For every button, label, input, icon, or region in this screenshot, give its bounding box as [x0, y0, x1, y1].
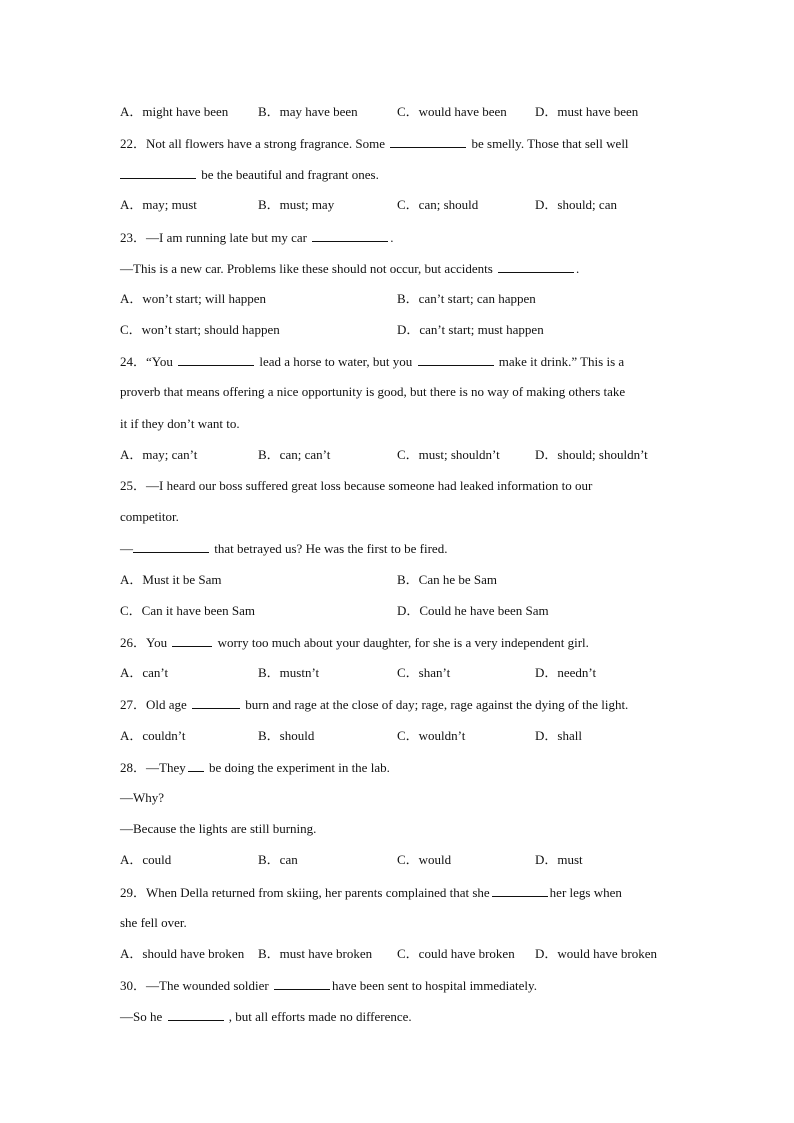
q24-option-c[interactable]: C．must; shouldn’t — [397, 447, 500, 462]
q29-text-b: her legs when — [549, 885, 622, 900]
q25-option-a[interactable]: A．Must it be Sam — [120, 572, 222, 587]
q24-option-b[interactable]: B．can; can’t — [258, 447, 331, 462]
q23-blank-1[interactable] — [312, 229, 388, 242]
q24-option-d[interactable]: D．should; shouldn’t — [535, 447, 648, 462]
q27-option-a[interactable]: A．couldn’t — [120, 728, 186, 743]
q23-text-d: . — [576, 261, 580, 276]
q24-option-a[interactable]: A．may; can’t — [120, 447, 198, 462]
q25-option-d[interactable]: D．Could he have been Sam — [397, 603, 549, 618]
q25-option-c[interactable]: C．Can it have been Sam — [120, 603, 256, 618]
q29-blank-1[interactable] — [492, 884, 548, 897]
q30-stem-line1 — [120, 977, 537, 994]
q29-option-d[interactable]: D．would have broken — [535, 946, 658, 961]
q27-option-c[interactable]: C．wouldn’t — [397, 728, 466, 743]
q28-blank-1[interactable] — [188, 759, 204, 772]
q27-stem-line1 — [120, 696, 628, 713]
q23-text-a: 23．—I am running late but my car — [120, 230, 308, 245]
q22-option-d[interactable]: D．should; can — [535, 197, 617, 212]
q26-blank-1[interactable] — [172, 634, 212, 647]
q28-stem-line2: —Why? — [120, 790, 165, 805]
q26-option-a[interactable]: A．can’t — [120, 665, 169, 680]
q22-option-c[interactable]: C．can; should — [397, 197, 479, 212]
q24-text-c: make it drink.” This is a — [498, 354, 625, 369]
q26-stem-line1 — [120, 634, 589, 651]
q21-option-d[interactable]: D．must have been — [535, 104, 639, 119]
q22-stem-line1 — [120, 135, 629, 152]
q24-text-a: 24．“You — [120, 354, 173, 369]
q27-option-b[interactable]: B．should — [258, 728, 315, 743]
q26-text-b: worry too much about your daughter, for she is a very independent girl. — [217, 635, 589, 650]
q28-option-c[interactable]: C．would — [397, 852, 452, 867]
q28-stem-line3: —Because the lights are still burning. — [120, 821, 317, 836]
q26-option-d[interactable]: D．needn’t — [535, 665, 597, 680]
q29-option-c[interactable]: C．could have broken — [397, 946, 515, 961]
q24-stem-line1 — [120, 353, 624, 370]
q29-option-b[interactable]: B．must have broken — [258, 946, 373, 961]
q23-option-a[interactable]: A．won’t start; will happen — [120, 291, 266, 306]
q30-text-d: , but all efforts made no difference. — [228, 1009, 412, 1024]
q23-stem-line2 — [120, 260, 579, 277]
q22-stem-line2 — [120, 166, 379, 183]
q28-option-d[interactable]: D．must — [535, 852, 583, 867]
q25-text-b: that betrayed us? He was the first to be fired. — [214, 541, 448, 556]
q26-option-c[interactable]: C．shan’t — [397, 665, 451, 680]
q22-blank-2[interactable] — [120, 166, 196, 179]
q22-text-b: be smelly. Those that sell well — [471, 136, 629, 151]
q23-option-c[interactable]: C．won’t start; should happen — [120, 322, 280, 337]
q23-text-c: —This is a new car. Problems like these should not occur, but accidents — [120, 261, 493, 276]
q30-text-b: have been sent to hospital immediately. — [332, 978, 537, 993]
q25-stem-line2: competitor. — [120, 509, 179, 524]
q24-stem-line2: proverb that means offering a nice opportunity is good, but there is no way of making others take — [120, 384, 626, 399]
q28-text-b: be doing the experiment in the lab. — [208, 760, 390, 775]
q29-stem-line1 — [120, 884, 622, 901]
q27-blank-1[interactable] — [192, 696, 240, 709]
q21-option-c[interactable]: C．would have been — [397, 104, 507, 119]
q28-stem-line1 — [120, 759, 390, 776]
q23-stem-line1 — [120, 229, 394, 246]
q28-option-a[interactable]: A．could — [120, 852, 172, 867]
q22-option-b[interactable]: B．must; may — [258, 197, 335, 212]
q21-option-b[interactable]: B．may have been — [258, 104, 358, 119]
q26-option-b[interactable]: B．mustn’t — [258, 665, 320, 680]
q30-text-a: 30．—The wounded soldier — [120, 978, 269, 993]
q26-text-a: 26．You — [120, 635, 168, 650]
q23-option-b[interactable]: B．can’t start; can happen — [397, 291, 536, 306]
q22-blank-1[interactable] — [390, 135, 466, 148]
q23-option-d[interactable]: D．can’t start; must happen — [397, 322, 544, 337]
q27-text-a: 27．Old age — [120, 697, 187, 712]
q25-stem-line3 — [120, 540, 447, 557]
q22-option-a[interactable]: A．may; must — [120, 197, 197, 212]
q28-text-a: 28．—They — [120, 760, 186, 775]
q23-blank-2[interactable] — [498, 260, 574, 273]
q21-option-a[interactable]: A．might have been — [120, 104, 229, 119]
q30-text-c: —So he — [120, 1009, 163, 1024]
q29-text-a: 29．When Della returned from skiing, her parents complained that she — [120, 885, 490, 900]
q29-stem-line2: she fell over. — [120, 915, 187, 930]
q29-option-a[interactable]: A．should have broken — [120, 946, 245, 961]
q30-blank-2[interactable] — [168, 1008, 224, 1021]
q24-blank-2[interactable] — [418, 353, 494, 366]
q24-text-b: lead a horse to water, but you — [259, 354, 413, 369]
q25-text-a: — — [120, 541, 133, 556]
q27-text-b: burn and rage at the close of day; rage, rage against the dying of the light. — [245, 697, 629, 712]
q22-text-c: be the beautiful and fragrant ones. — [201, 167, 379, 182]
q25-blank-1[interactable] — [133, 540, 209, 553]
q27-option-d[interactable]: D．shall — [535, 728, 582, 743]
q25-option-b[interactable]: B．Can he be Sam — [397, 572, 498, 587]
q30-stem-line2 — [120, 1008, 412, 1025]
q30-blank-1[interactable] — [274, 977, 330, 990]
q23-text-b: . — [390, 230, 394, 245]
q24-stem-line3: it if they don’t want to. — [120, 416, 240, 431]
q22-text-a: 22．Not all flowers have a strong fragrance. Some — [120, 136, 385, 151]
q24-blank-1[interactable] — [178, 353, 254, 366]
q28-option-b[interactable]: B．can — [258, 852, 298, 867]
q25-stem-line1: 25．—I heard our boss suffered great loss because someone had leaked information to our — [120, 478, 593, 493]
